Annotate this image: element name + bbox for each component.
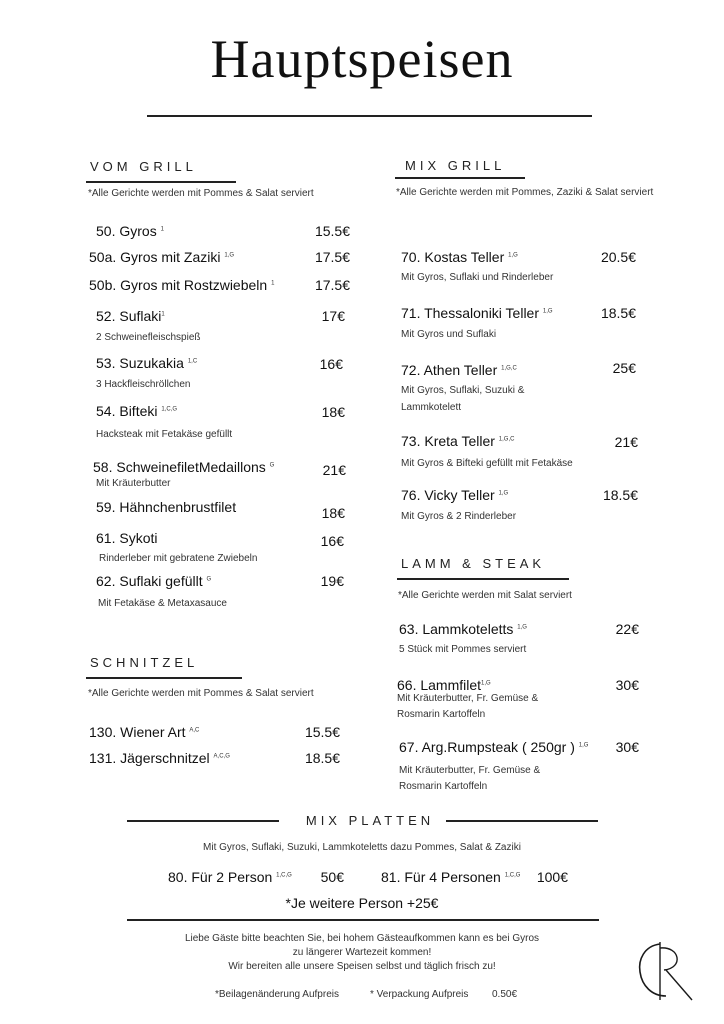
menu-item-price: 21€ <box>614 434 638 450</box>
menu-item-name: 71. Thessaloniki Teller $^{1,G}$ <box>401 305 553 321</box>
menu-item-desc: 2 Schweinefleischspieß <box>96 332 201 343</box>
menu-item-name: 62. Suflaki gefüllt $^G$ <box>96 573 212 589</box>
footer-notice <box>0 932 724 974</box>
menu-item-name: 70. Kostas Teller $^{1,G}$ <box>401 249 518 265</box>
menu-item-name: 63. Lammkoteletts $^{1,G}$ <box>399 621 527 637</box>
menu-item-desc: Mit Kräuterbutter, Fr. Gemüse & <box>399 765 541 776</box>
cr-monogram-logo-icon <box>636 938 698 1004</box>
menu-item-price: 17.5€ <box>314 249 350 265</box>
menu-item-price: 30€ <box>615 739 639 755</box>
section-heading-mix-grill: MIX GRILL <box>405 158 506 173</box>
menu-item-desc: Rinderleber mit gebratene Zwiebeln <box>99 553 258 564</box>
menu-item-desc: Lammkotelett <box>401 402 462 413</box>
section-rule-mix-grill <box>395 177 525 179</box>
menu-item-price: 15.5€ <box>314 223 350 239</box>
menu-item-desc: Mit Gyros, Suflaki und Rinderleber <box>401 272 554 283</box>
menu-item-name: 59. Hähnchenbrustfilet <box>96 499 237 515</box>
menu-item-desc: Mit Gyros und Suflaki <box>401 329 497 340</box>
section-heading-mix-platten: MIX PLATTEN <box>305 813 435 828</box>
footer-line-3: Wir bereiten alle unsere Speisen selbst und täglich frisch zu! <box>228 961 496 972</box>
menu-item-name: 50a. Gyros mit Zaziki $^{1,G}$ <box>89 249 235 265</box>
section-note-schnitzel: *Alle Gerichte werden mit Pommes & Salat serviert <box>88 688 314 699</box>
menu-item-price: 30€ <box>615 677 639 693</box>
menu-item-name: 73. Kreta Teller $^{1,G,C}$ <box>401 433 515 449</box>
menu-item-desc: Rosmarin Kartoffeln <box>399 781 488 792</box>
menu-item-desc: Mit Gyros & Bifteki gefüllt mit Fetakäse <box>401 458 573 469</box>
menu-item-desc: Hacksteak mit Fetakäse gefüllt <box>96 429 233 440</box>
menu-item-name: 50. Gyros $^1$ <box>96 223 164 239</box>
menu-item-name: 52. Suflaki$^1$ <box>96 308 165 324</box>
menu-item-name: 80. Für 2 Person $^{1,C,G}$ <box>168 869 292 885</box>
menu-item-name: 58. SchweinefiletMedaillons $^G$ <box>93 459 275 475</box>
footer-line-2: zu längerer Wartezeit kommen! <box>292 947 432 958</box>
menu-item-name: 67. Arg.Rumpsteak ( 250gr ) $^{1,G}$ <box>399 739 589 755</box>
menu-item-name: 50b. Gyros mit Rostzwiebeln $^1$ <box>89 277 275 293</box>
section-note-vom-grill: *Alle Gerichte werden mit Pommes & Salat serviert <box>88 188 314 199</box>
menu-item-desc: Rosmarin Kartoffeln <box>397 709 486 720</box>
mix-platten-rule-right <box>446 820 598 822</box>
section-note-lamm-steak: *Alle Gerichte werden mit Salat serviert <box>398 590 572 601</box>
mix-platten-rule-left <box>127 820 279 822</box>
menu-item-price: 18.5€ <box>602 487 638 503</box>
menu-item-desc: Mit Kräuterbutter <box>96 478 171 489</box>
menu-item-price: 18.5€ <box>600 305 636 321</box>
menu-item-desc: 5 Stück mit Pommes serviert <box>399 644 527 655</box>
menu-item-name: 76. Vicky Teller $^{1,G}$ <box>401 487 509 503</box>
menu-item-price: 17€ <box>321 308 345 324</box>
menu-item-price: 22€ <box>615 621 639 637</box>
menu-item-name: 66. Lammfilet$^{1,G}$ <box>397 677 491 693</box>
menu-item-name: 53. Suzukakia $^{1,C}$ <box>96 355 198 371</box>
section-note-mix-grill: *Alle Gerichte werden mit Pommes, Zaziki & Salat serviert <box>396 187 654 198</box>
menu-item-name: 131. Jägerschnitzel $^{A,C,G}$ <box>89 750 230 766</box>
footer-line-1: Liebe Gäste bitte beachten Sie, bei hohem Gästeaufkommen kann es bei Gyros <box>184 933 540 944</box>
page-title: Hauptspeisen <box>210 29 514 89</box>
section-rule-vom-grill <box>86 181 236 183</box>
menu-item-price: 18€ <box>321 505 345 521</box>
menu-item-price: 18.5€ <box>304 750 340 766</box>
menu-item-price: 100€ <box>536 869 568 885</box>
section-heading-lamm-steak: LAMM & STEAK <box>401 556 546 571</box>
section-heading-schnitzel: SCHNITZEL <box>90 655 199 670</box>
extra-person-note: *Je weitere Person +25€ <box>285 895 439 911</box>
menu-item-price: 15.5€ <box>304 724 340 740</box>
section-rule-lamm-steak <box>397 578 569 580</box>
footer-rule <box>127 919 599 921</box>
menu-item-name: 81. Für 4 Personen $^{1,C,G}$ <box>381 869 521 885</box>
section-heading-vom-grill: VOM GRILL <box>90 159 197 174</box>
packaging-note: * Verpackung Aufpreis <box>370 989 469 1000</box>
menu-item-price: 19€ <box>320 573 344 589</box>
title-divider <box>147 115 592 117</box>
menu-item-desc: Mit Gyros & 2 Rinderleber <box>401 511 517 522</box>
menu-item-name: 54. Bifteki $^{1,C,G}$ <box>96 403 178 419</box>
menu-item-price: 20.5€ <box>600 249 636 265</box>
menu-item-desc: Mit Fetakäse & Metaxasauce <box>98 598 227 609</box>
menu-item-desc: Mit Gyros, Suflaki, Suzuki & <box>401 385 525 396</box>
menu-item-desc: 3 Hackfleischröllchen <box>96 379 191 390</box>
menu-item-name: 61. Sykoti <box>96 530 158 546</box>
section-rule-schnitzel <box>86 677 242 679</box>
menu-item-price: 50€ <box>320 869 344 885</box>
menu-item-price: 16€ <box>319 356 343 372</box>
menu-item-name: 130. Wiener Art $^{A,C}$ <box>89 724 200 740</box>
menu-item-price: 21€ <box>322 462 346 478</box>
side-change-note: *Beilagenänderung Aufpreis <box>215 989 339 1000</box>
menu-item-price: 17.5€ <box>314 277 350 293</box>
menu-item-desc: Mit Kräuterbutter, Fr. Gemüse & <box>397 693 539 704</box>
menu-item-price: 25€ <box>612 360 636 376</box>
packaging-price: 0.50€ <box>492 989 518 1000</box>
section-note-mix-platten: Mit Gyros, Suflaki, Suzuki, Lammkoteletts dazu Pommes, Salat & Zaziki <box>203 842 521 853</box>
menu-item-price: 16€ <box>320 533 344 549</box>
menu-item-name: 72. Athen Teller $^{1,G,C}$ <box>401 362 517 378</box>
menu-item-price: 18€ <box>321 404 345 420</box>
